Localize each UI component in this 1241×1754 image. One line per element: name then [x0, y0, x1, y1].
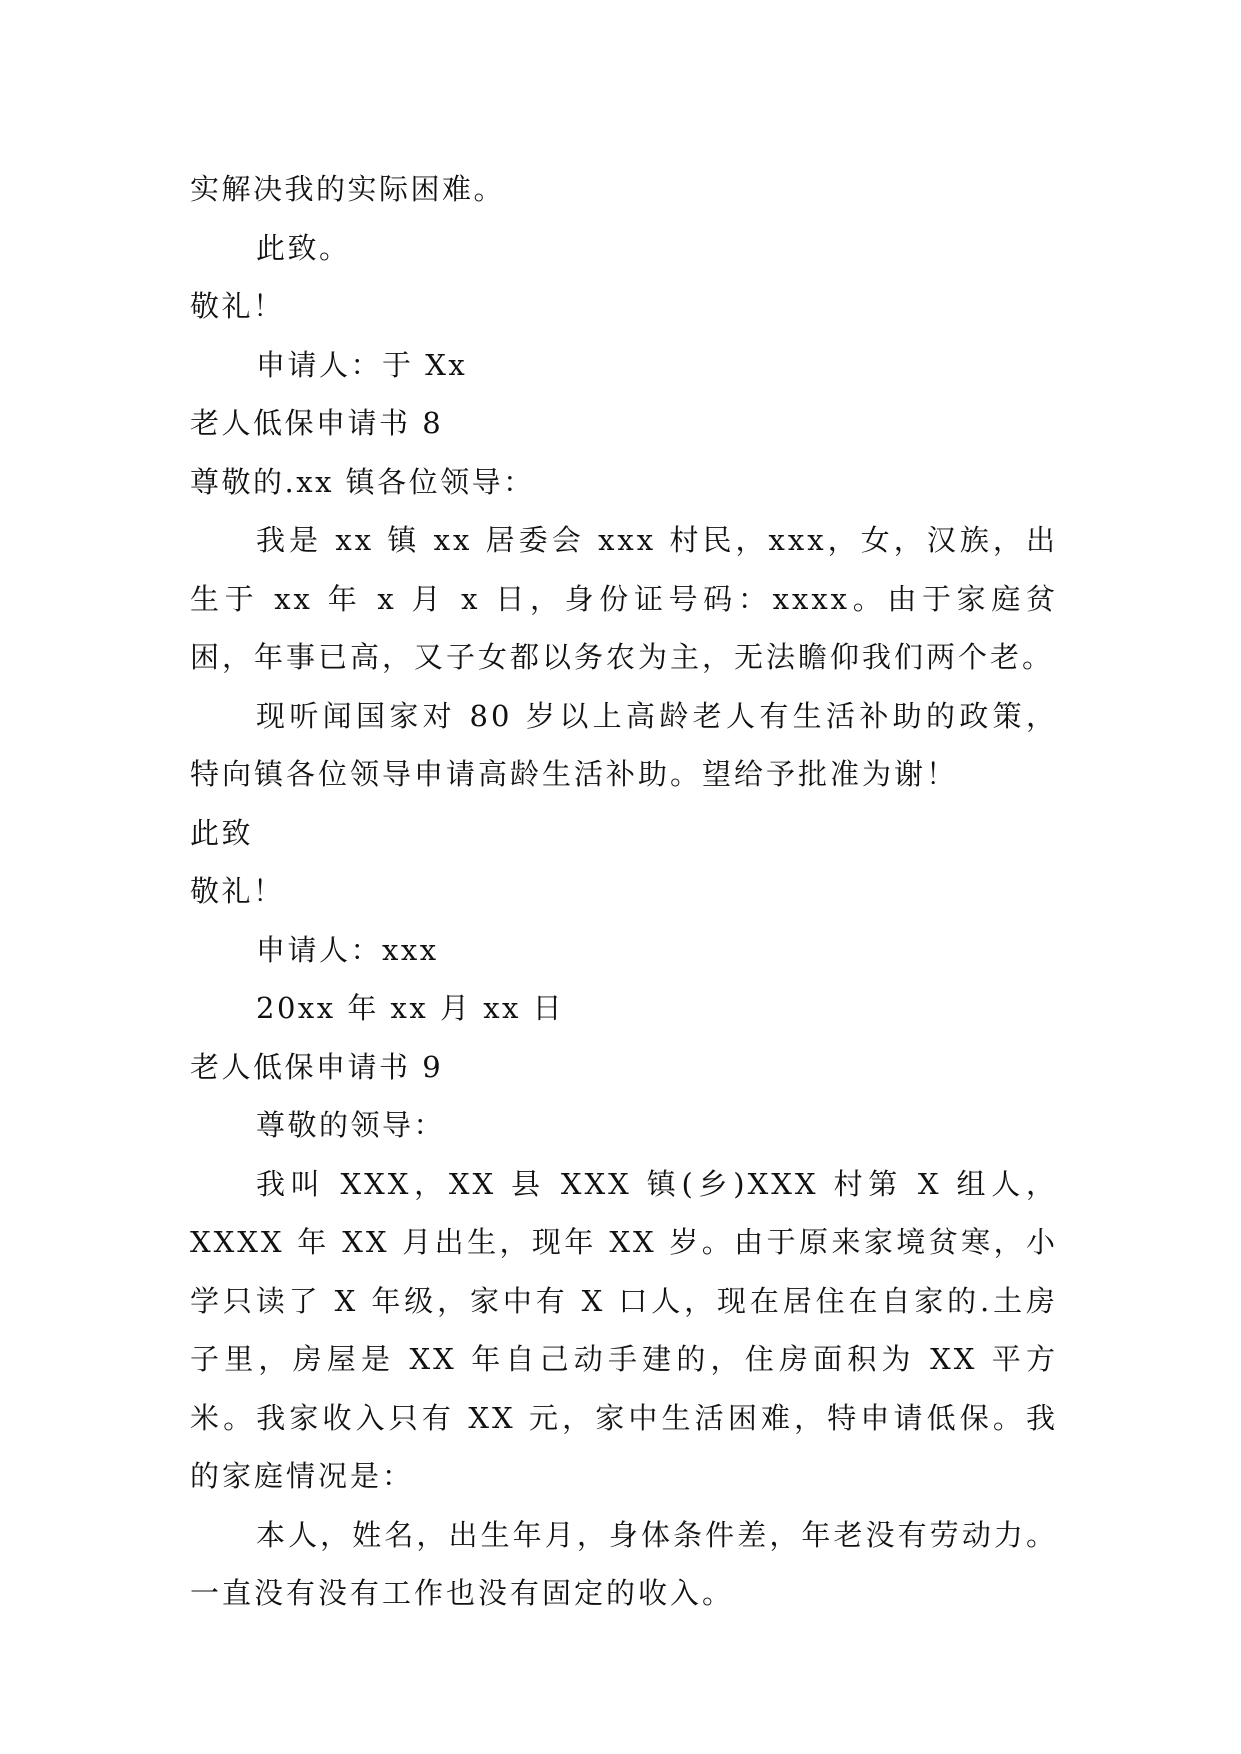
greeting-line: 尊敬的领导： [256, 1108, 446, 1142]
regards-line: 敬礼！ [190, 874, 285, 908]
body-paragraph: 我叫 XXX，XX 县 XXX 镇(乡)XXX 村第 X 组人，XXXX 年 XX 月出生，现年 XX 岁。由于原来家境贫寒，小学只读了 X 年级，家中有 X 口人，现在居住在自家的.土房子里，房屋是 XX 年自己动手建的，住房面积为 XX 平方米。我家收入只有 XX 元，家中生活困难，特申请低保。我的家庭情况是： [190, 1166, 1058, 1493]
applicant-signature: 申请人：于 Xx [256, 347, 468, 382]
greeting-line: 尊敬的.xx 镇各位领导： [190, 464, 535, 499]
body-paragraph: 我是 xx 镇 xx 居委会 xxx 村民，xxx，女，汉族，出生于 xx 年 x 月 x 日，身份证号码：xxxx。由于家庭贫困，年事已高，又子女都以务农为主，无法瞻仰我们两个老。 [190, 523, 1058, 674]
closing-salutation: 此致。 [256, 230, 351, 265]
document-body [190, 160, 1058, 1623]
section-title-9: 老人低保申请书 9 [190, 1049, 444, 1084]
regards-line: 敬礼！ [190, 289, 285, 323]
body-paragraph: 本人，姓名，出生年月，身体条件差，年老没有劳动力。一直没有没有工作也没有固定的收入。 [190, 1517, 1058, 1610]
section-title-8: 老人低保申请书 8 [190, 406, 444, 440]
body-paragraph: 现听闻国家对 80 岁以上高龄老人有生活补助的政策，特向镇各位领导申请高龄生活补助。望给予批准为谢！ [190, 698, 1058, 791]
applicant-signature: 申请人：xxx [256, 932, 439, 967]
closing-salutation: 此致 [190, 815, 254, 850]
date-line: 20xx 年 xx 月 xx 日 [256, 991, 565, 1025]
continued-line: 实解决我的实际困难。 [190, 172, 506, 206]
